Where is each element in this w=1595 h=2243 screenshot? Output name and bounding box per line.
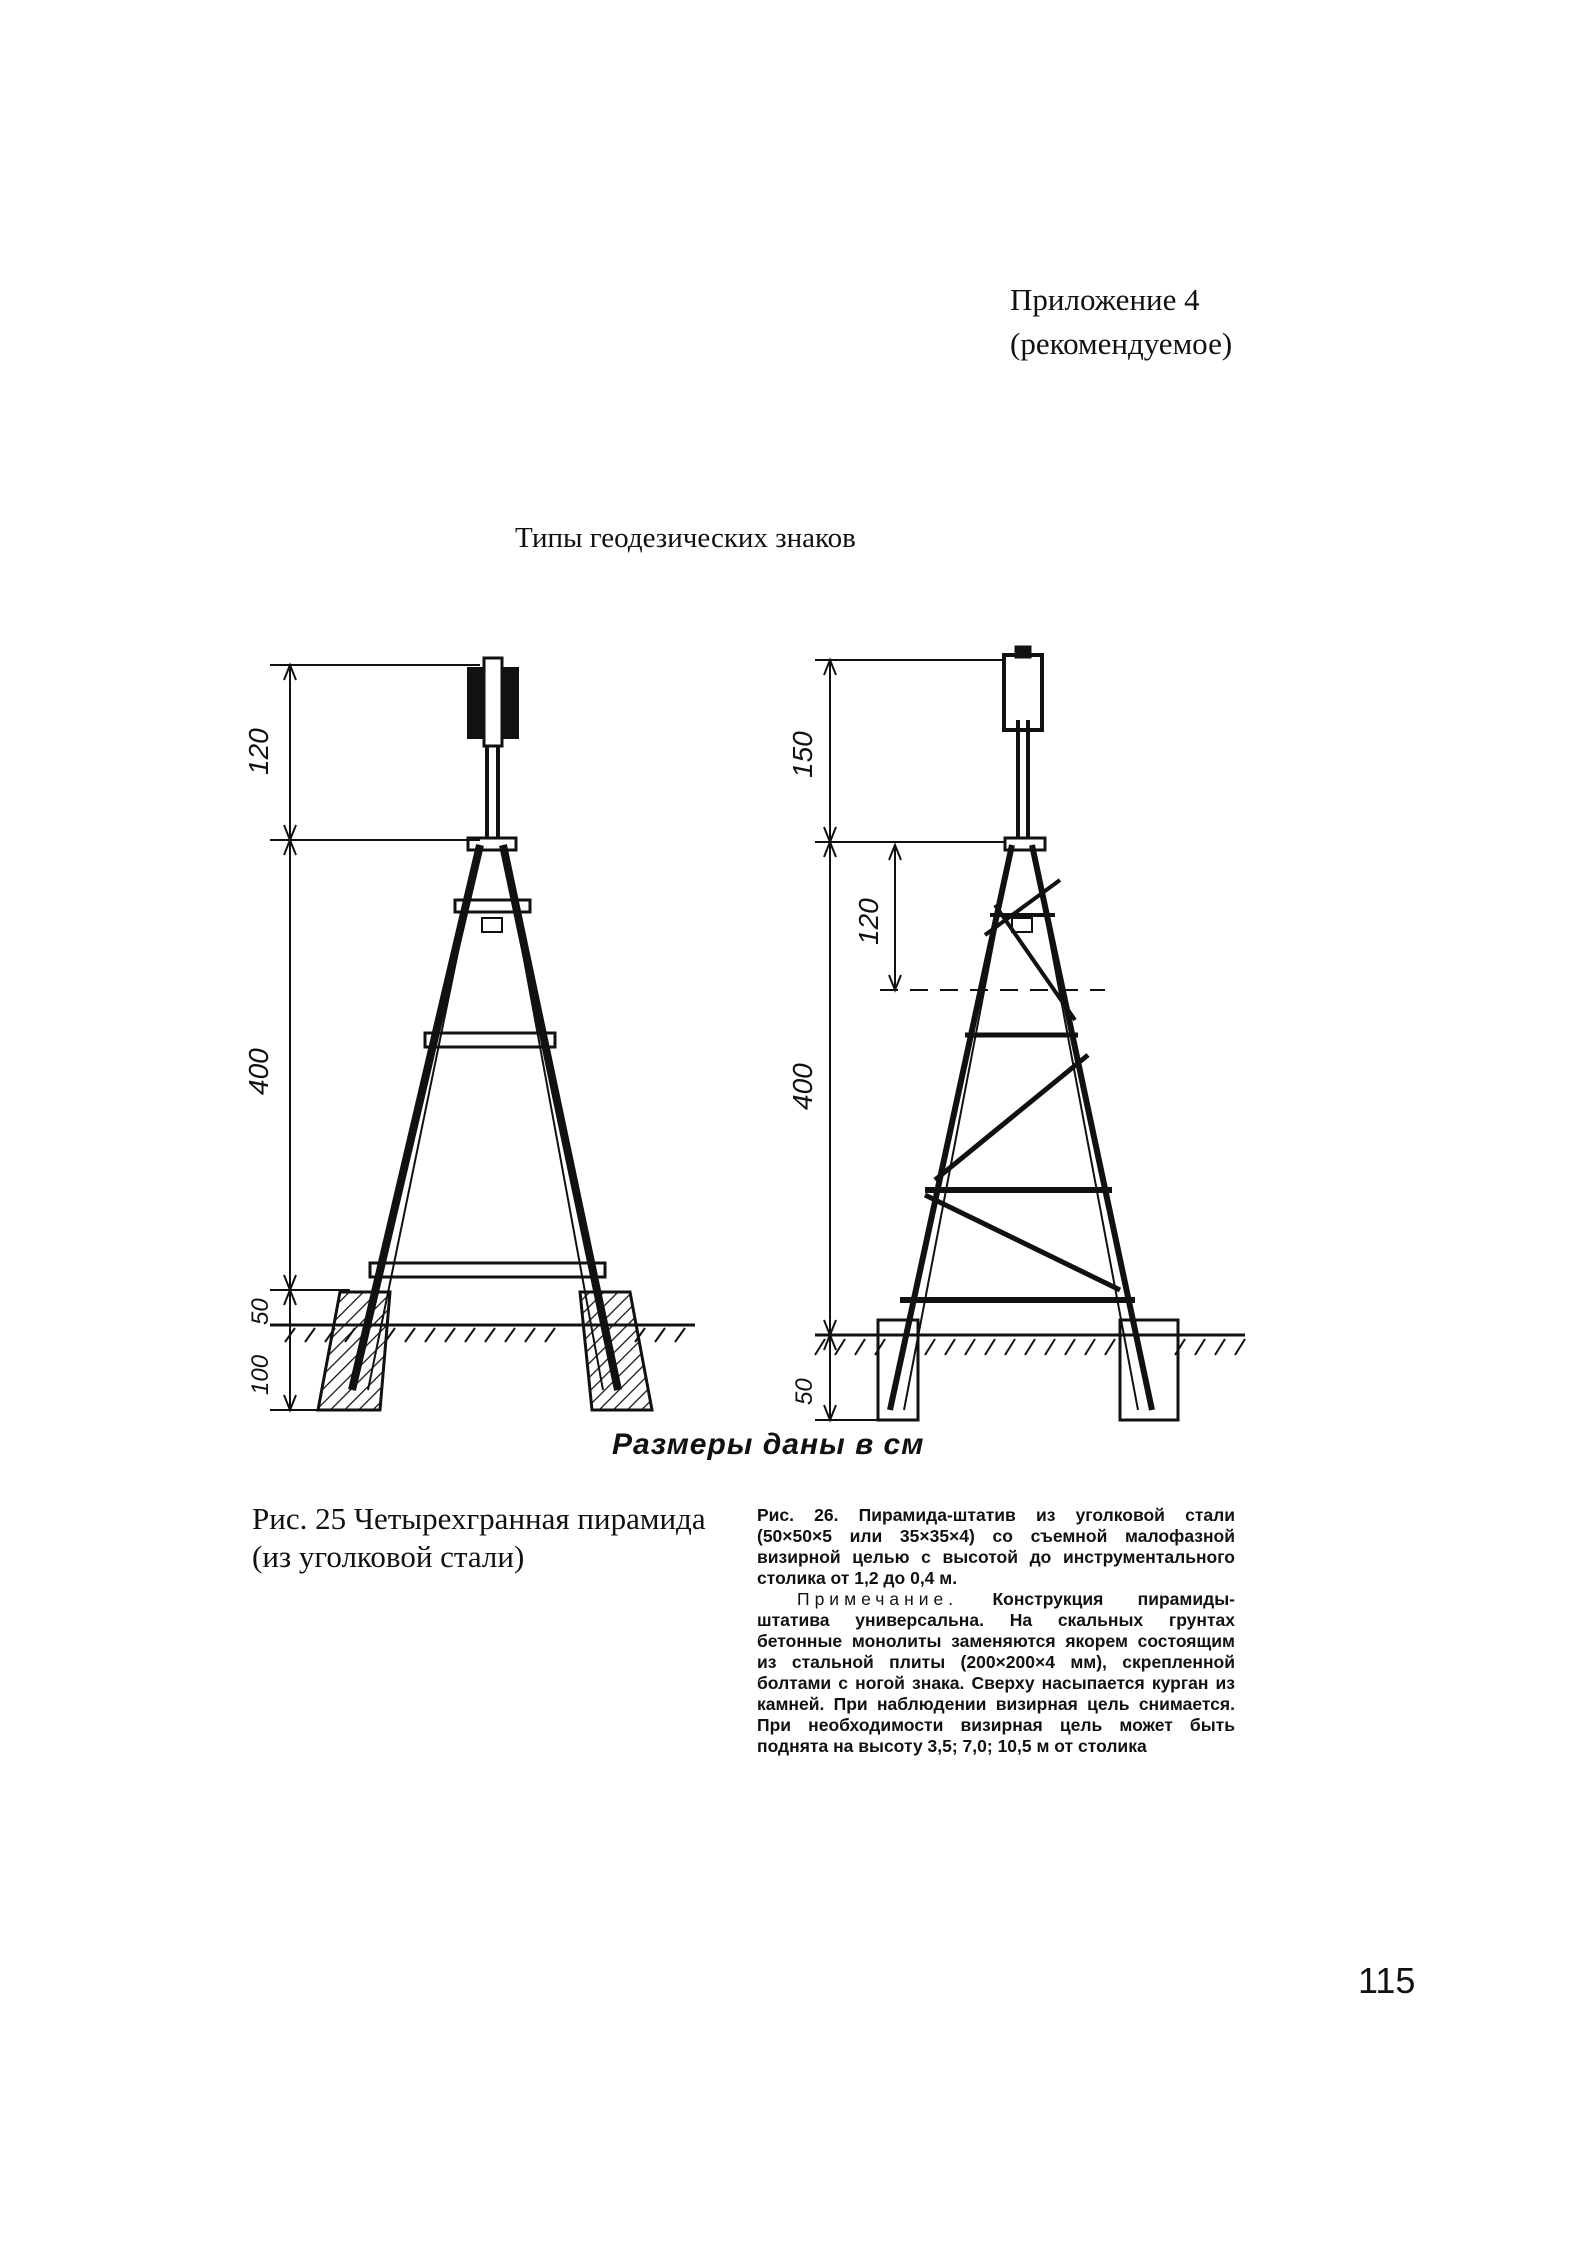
page-number: 115	[1358, 1960, 1416, 2001]
section-title: Типы геодезических знаков	[515, 522, 856, 554]
caption-figure-26-note	[757, 1589, 1235, 1757]
dim-left-50: 50	[247, 1298, 274, 1325]
dim-left-120: 120	[243, 728, 274, 775]
dim-left-400: 400	[243, 1048, 274, 1095]
units-note: Размеры даны в см	[612, 1428, 925, 1461]
dim-right-400: 400	[787, 1063, 818, 1110]
figure-left-pyramid	[270, 658, 695, 1410]
caption-figure-25: Рис. 25 Четырехгранная пирамида (из уголковой стали)	[252, 1501, 706, 1574]
dim-right-50: 50	[791, 1378, 818, 1405]
dim-right-120: 120	[853, 898, 884, 945]
appendix-status: (рекомендуемое)	[1010, 326, 1233, 361]
appendix-number: Приложение 4	[1010, 282, 1200, 317]
dim-left-100: 100	[247, 1354, 274, 1395]
note-label: Примечание.	[797, 1589, 959, 1609]
caption-figure-26	[757, 1505, 1235, 1757]
dim-right-150: 150	[787, 731, 818, 778]
caption-figure-26-title: Рис. 26. Пирамида-штатив из уголковой стали (50×50×5 или 35×35×4) со съемной малофазной визирной целью с высотой до инструментального столика от 1,2 до 0,4 м.	[757, 1505, 1235, 1588]
note-text: Конструкция пирамиды-штатива универсальна. На скальных грунтах бетонные монолиты заменяются якорем состоящим из стальной плиты (200×200×4 мм), скрепленной болтами с ногой знака. Сверху насыпается курган из камней. При наблюдении визирная цель снимается. При необходимости визирная цель может быть поднята на высоту 3,5; 7,0; 10,5 м от столика	[757, 1589, 1235, 1756]
figure-right-tripod	[815, 646, 1245, 1420]
